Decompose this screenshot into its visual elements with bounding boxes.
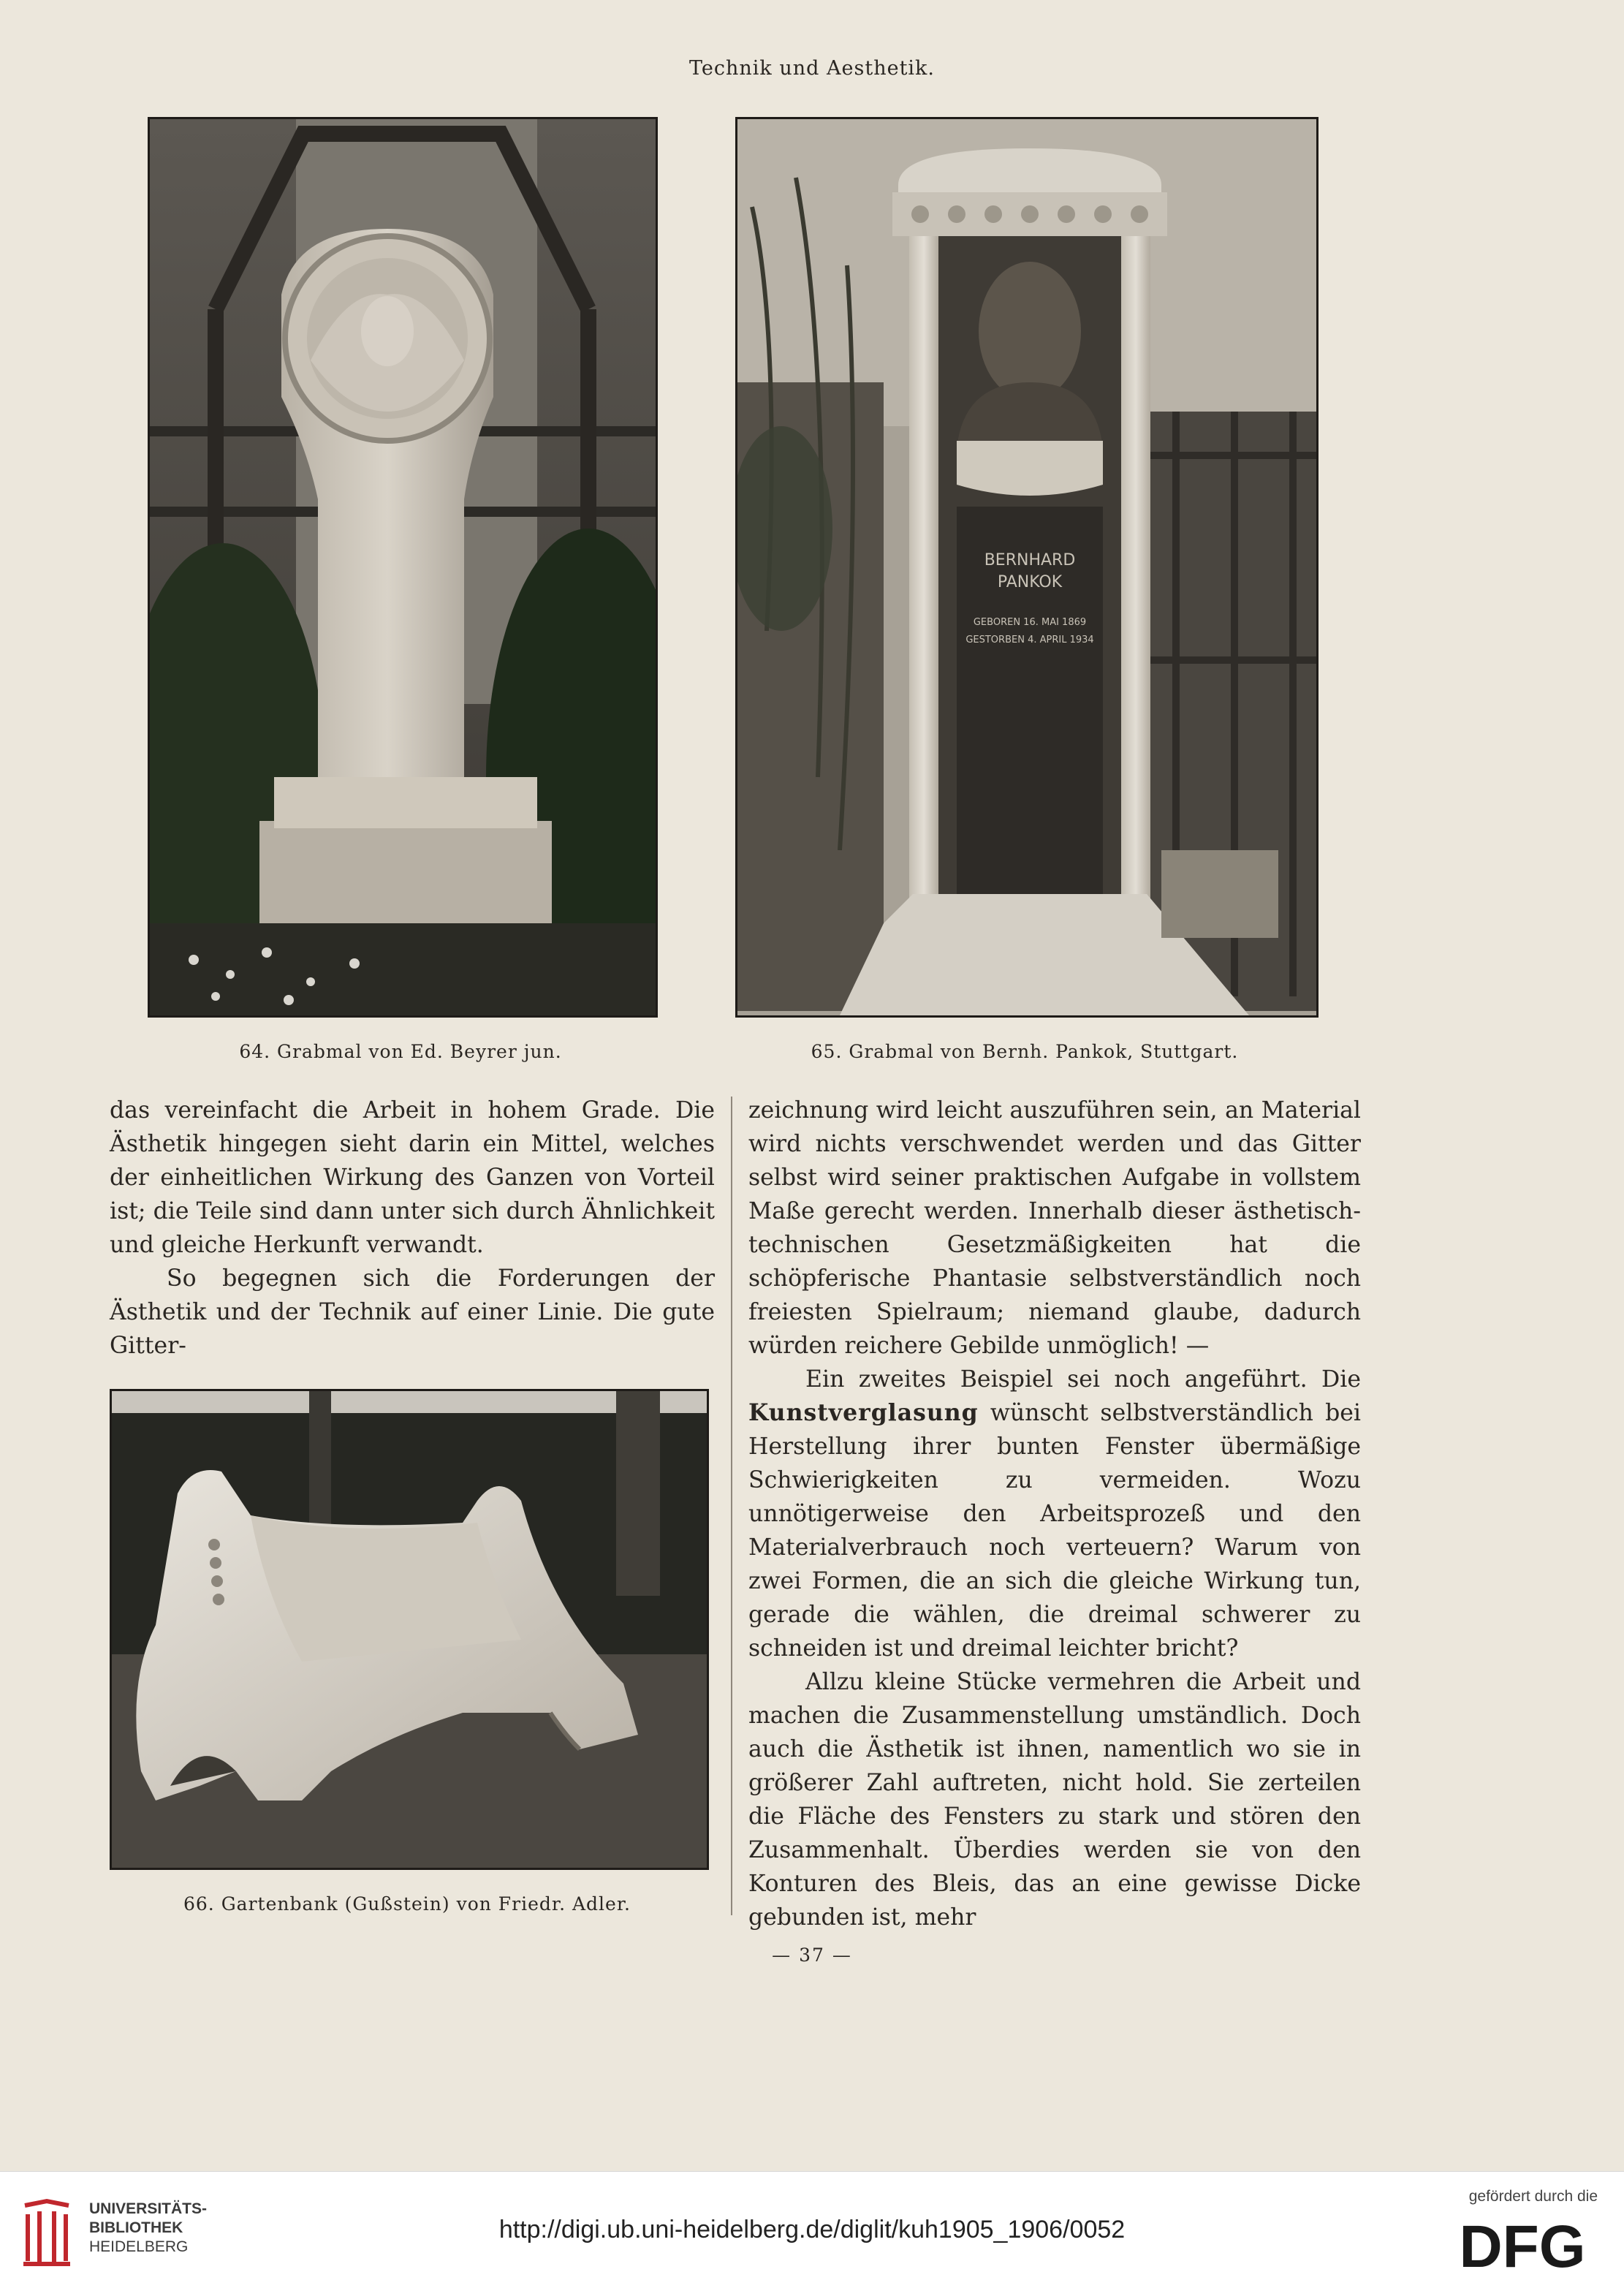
tombstone-bust-image bbox=[737, 119, 1316, 1015]
right-paragraph-2-start: Ein zweites Beispiel sei noch angeführt. Die bbox=[805, 1366, 1361, 1393]
library-name-line-3: HEIDELBERG bbox=[89, 2238, 189, 2255]
inscription-line-1: BERNHARD bbox=[984, 551, 1076, 569]
page-number: — 37 — bbox=[772, 1944, 852, 1966]
inscription-line-2: PANKOK bbox=[997, 573, 1063, 591]
right-paragraph-1: zeichnung wird leicht auszuführen sein, an Material wird nichts verschwendet werden und das Gitter selbst wird seiner praktischen Aufgabe in vollstem Maße gerecht werden. Innerhalb dieser ästhetisch-technischen Gesetzmäßigkeiten hat die schöpferische Phantasie selbstverständlich noch freiesten Spielraum; niemand glaube, dadurch würden reichere Gebilde unmöglich! — bbox=[748, 1097, 1361, 1359]
left-paragraph-1: das vereinfacht die Arbeit in hohem Grade. Die Ästhetik hingegen sieht darin ein Mittel, welches der einheitlichen Wirkung des Ganzen von Vorteil ist; die Teile sind dann unter sich durch Ähnlichkeit und gleiche Herkunft verwandt. bbox=[110, 1097, 715, 1258]
funding-note: gefördert durch die bbox=[1468, 2188, 1598, 2205]
inscription-line-3: GEBOREN 16. MAI 1869 bbox=[973, 617, 1087, 628]
figure-65-photo bbox=[735, 117, 1318, 1018]
right-text-column bbox=[748, 1094, 1361, 1934]
figure-66-caption: 66. Gartenbank (Gußstein) von Friedr. Adler. bbox=[183, 1893, 631, 1915]
left-text-column bbox=[110, 1094, 715, 1363]
kunstverglasung-emphasis: Kunstverglasung bbox=[748, 1399, 979, 1426]
column-divider bbox=[731, 1097, 732, 1915]
figure-65-caption: 65. Grabmal von Bernh. Pankok, Stuttgart. bbox=[811, 1041, 1239, 1062]
right-paragraph-2 bbox=[748, 1363, 1361, 1665]
permalink-url[interactable]: http://digi.ub.uni-heidelberg.de/diglit/kuh1905_1906/0052 bbox=[498, 2216, 1126, 2243]
garden-bench-image bbox=[112, 1391, 707, 1868]
digitization-footer bbox=[0, 2171, 1624, 2291]
left-paragraph-2: So begegnen sich die Forderungen der Ästhetik und der Technik auf einer Linie. Die gute Gitter- bbox=[110, 1265, 715, 1359]
figure-64-caption: 64. Grabmal von Ed. Beyrer jun. bbox=[239, 1041, 562, 1062]
library-name-line-1: UNIVERSITÄTS- bbox=[89, 2200, 208, 2217]
inscription-line-4: GESTORBEN 4. APRIL 1934 bbox=[965, 635, 1094, 645]
right-paragraph-2-rest: wünscht selbstverständlich bei Herstellung ihrer bunten Fenster übermäßige Schwierigkeiten zu vermeiden. Wozu unnötigerweise den Arbeitsprozeß und den Materialverbrauch noch verteuern? Warum von zwei Formen, die an sich die gleiche Wirkung tun, gerade die wählen, die dreimal schwerer zu schneiden ist und dreimal leichter bricht? bbox=[748, 1400, 1361, 1662]
figure-66-photo bbox=[110, 1389, 709, 1870]
running-head: Technik und Aesthetik. bbox=[689, 57, 935, 80]
dfg-logo-text: DFG bbox=[1459, 2216, 1586, 2274]
figure-64-photo bbox=[148, 117, 658, 1018]
library-name-line-2: BIBLIOTHEK bbox=[89, 2219, 183, 2236]
dfg-logo-icon[interactable] bbox=[1447, 2216, 1598, 2274]
tombstone-angel-image bbox=[150, 119, 656, 1015]
right-paragraph-3: Allzu kleine Stücke vermehren die Arbeit und machen die Zusammenstellung umständlich. Doch auch die Ästhetik ist ihnen, namentlich wo sie in größerer Zahl auftreten, nicht hold. Sie zerteilen die Fläche des Fensters zu stark und stören den Zusammenhalt. Überdies werden sie von den Konturen des Bleis, das an eine gewisse Dicke gebunden ist, mehr bbox=[748, 1669, 1361, 1931]
